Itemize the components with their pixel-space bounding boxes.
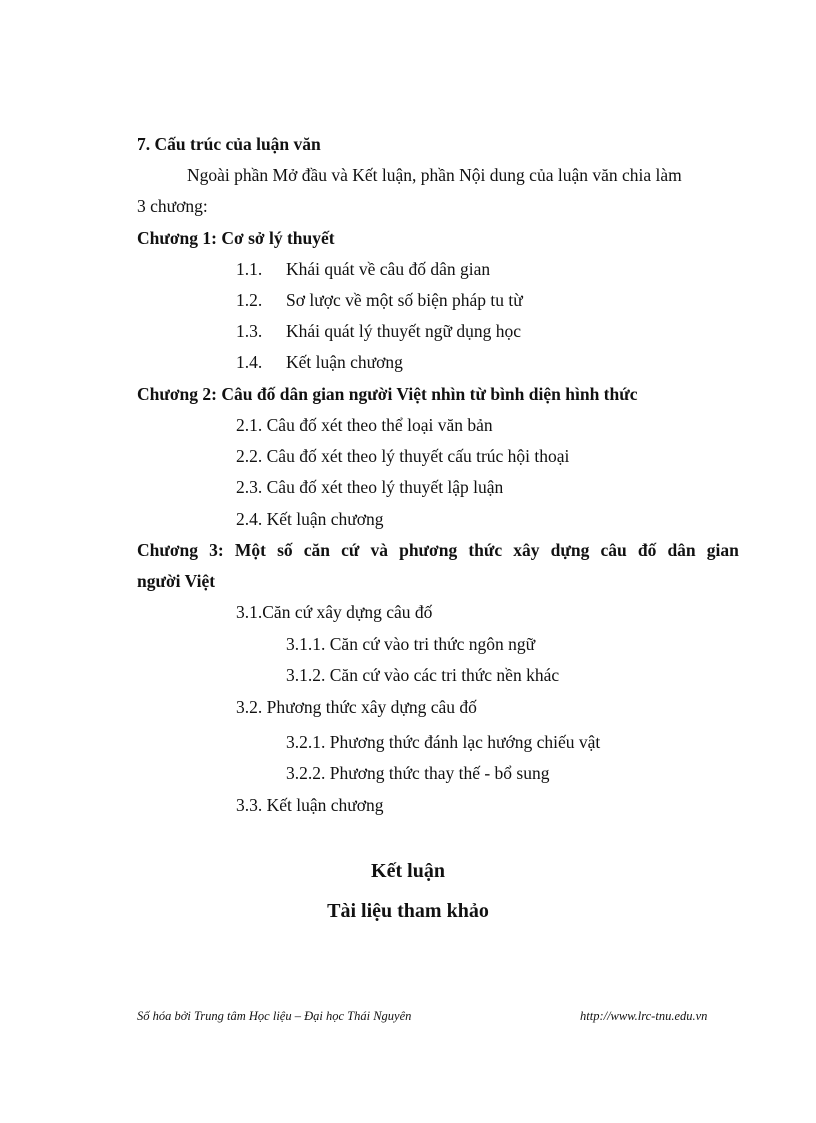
footer-url[interactable]: http://www.lrc-tnu.edu.vn: [580, 1009, 708, 1023]
toc-item: [236, 351, 403, 373]
title-word: đố: [637, 540, 657, 560]
toc-item-text: Khái quát lý thuyết ngữ dụng học: [286, 321, 522, 341]
title-word: số: [277, 540, 293, 560]
toc-item-number: 1.4.: [236, 352, 263, 372]
intro-line-2: 3 chương:: [137, 196, 208, 216]
toc-item-number: 1.2.: [236, 290, 263, 310]
toc-item-text: Kết luận chương: [286, 352, 403, 372]
title-word: căn: [303, 540, 330, 560]
intro-line-1: Ngoài phần Mở đầu và Kết luận, phần Nội dung của luận văn chia làm: [187, 165, 682, 185]
toc-item: 2.2. Câu đố xét theo lý thuyết cấu trúc hội thoại: [236, 446, 570, 466]
chapter-3-title-line-2: người Việt: [137, 571, 216, 591]
title-word: dân: [667, 540, 696, 560]
toc-item-text: Khái quát về câu đố dân gian: [286, 259, 491, 279]
toc-item: 3.3. Kết luận chương: [236, 795, 384, 815]
title-word: Chương: [137, 540, 199, 560]
title-word: phương: [399, 540, 458, 560]
chapter-3-title: [137, 539, 739, 561]
toc-item: 2.1. Câu đố xét theo thể loại văn bản: [236, 415, 493, 435]
conclusion-heading: Kết luận: [371, 860, 445, 882]
title-word: xây: [513, 540, 540, 560]
references-heading: Tài liệu tham khảo: [327, 900, 489, 922]
title-word: gian: [706, 540, 739, 560]
title-word: thức: [468, 540, 503, 560]
title-word: và: [370, 540, 388, 560]
toc-item: [236, 289, 523, 311]
toc-subitem: 3.2.2. Phương thức thay thế - bổ sung: [286, 763, 550, 783]
toc-item: [236, 320, 521, 342]
toc-item: 3.2. Phương thức xây dựng câu đố: [236, 697, 477, 717]
toc-item-number: 1.1.: [236, 259, 263, 279]
footer-source: Số hóa bởi Trung tâm Học liệu – Đại học Thái Nguyên: [137, 1009, 412, 1023]
toc-item-number: 1.3.: [236, 321, 263, 341]
title-word: dựng: [550, 540, 590, 560]
title-word: cứ: [341, 540, 360, 560]
toc-subitem: 3.1.1. Căn cứ vào tri thức ngôn ngữ: [286, 634, 536, 654]
toc-item: 2.4. Kết luận chương: [236, 509, 384, 529]
toc-item: 2.3. Câu đố xét theo lý thuyết lập luận: [236, 477, 504, 497]
toc-subitem: 3.2.1. Phương thức đánh lạc hướng chiếu vật: [286, 732, 601, 752]
chapter-1-title: Chương 1: Cơ sở lý thuyết: [137, 228, 335, 248]
toc-item: 3.1.Căn cứ xây dựng câu đố: [236, 602, 433, 622]
section-heading: 7. Cấu trúc của luận văn: [137, 134, 321, 154]
toc-subitem: 3.1.2. Căn cứ vào các tri thức nền khác: [286, 665, 560, 685]
toc-item-text: Sơ lược về một số biện pháp tu từ: [286, 290, 523, 310]
toc-item: [236, 258, 490, 280]
chapter-2-title: Chương 2: Câu đố dân gian người Việt nhìn từ bình diện hình thức: [137, 384, 638, 404]
title-word: Một: [234, 540, 266, 560]
title-word: câu: [600, 540, 627, 560]
title-word: 3:: [209, 540, 224, 560]
